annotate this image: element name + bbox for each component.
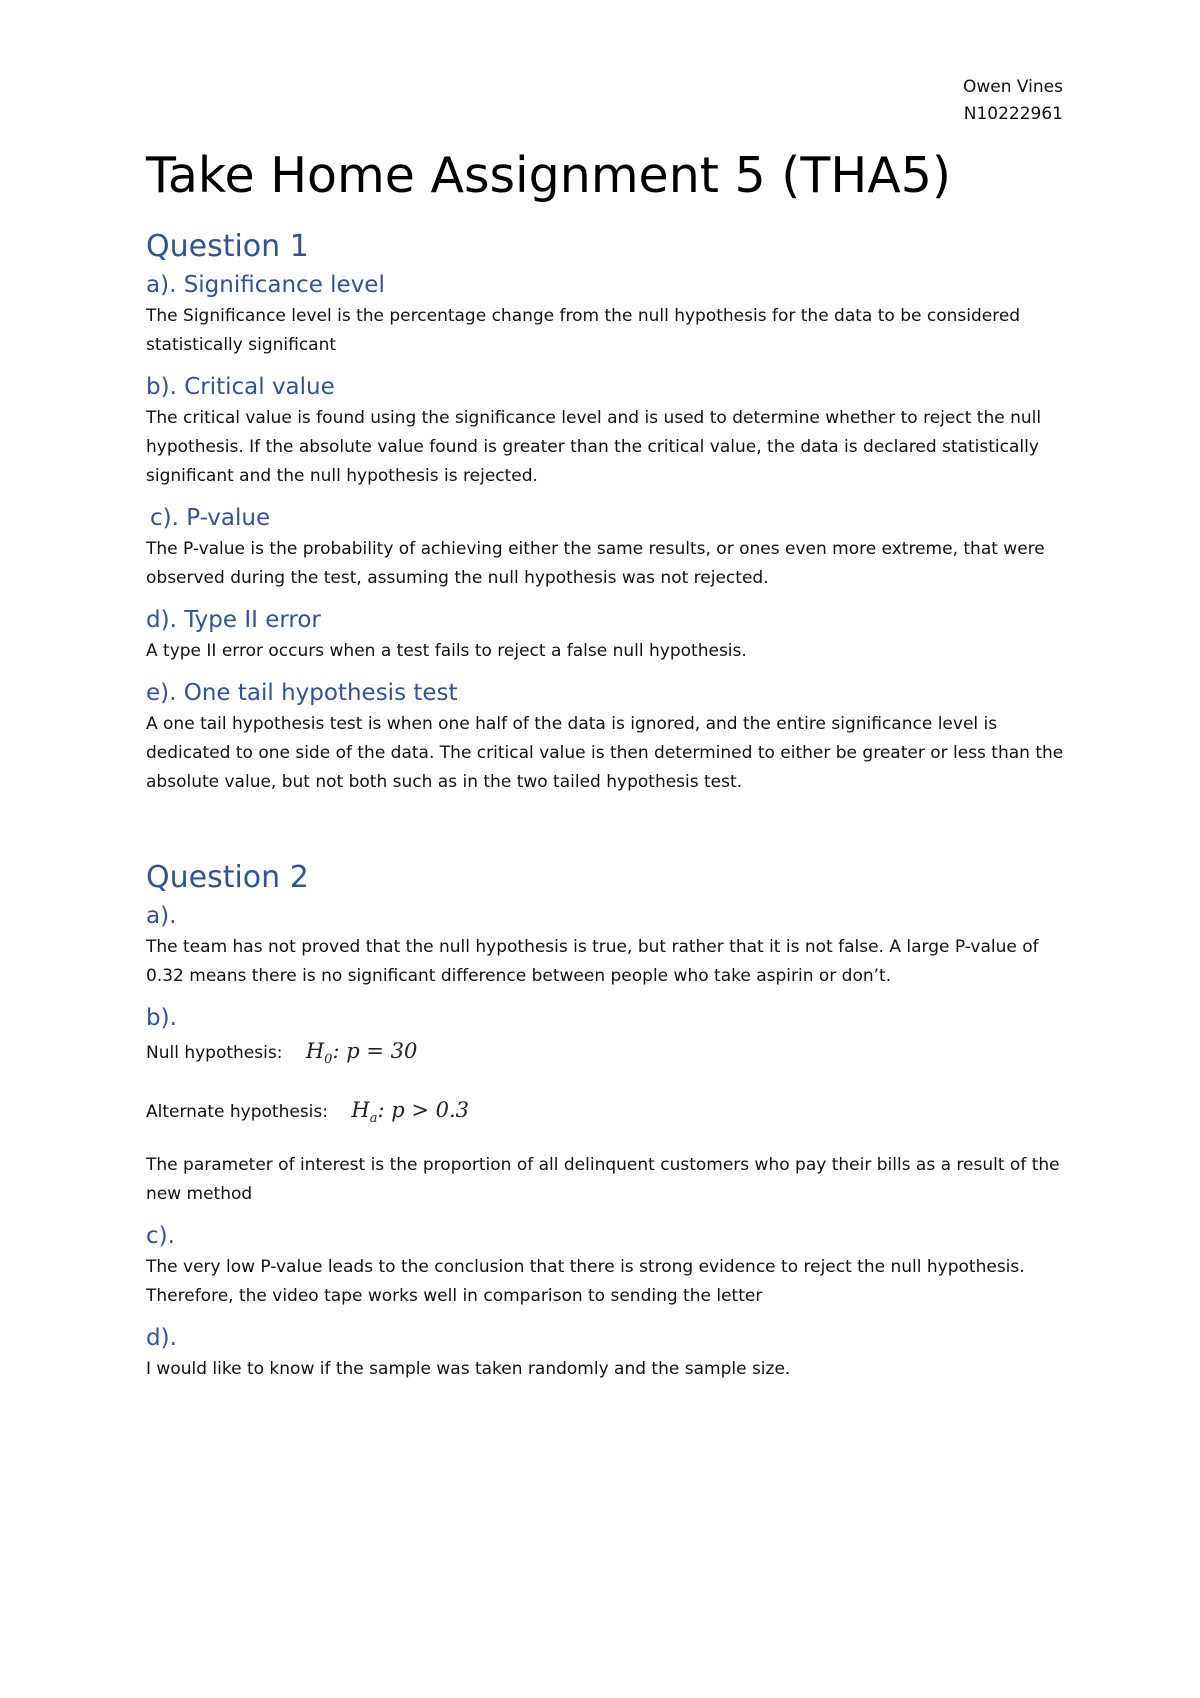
alt-h-subscript: a — [369, 1111, 378, 1127]
null-hypothesis-formula — [305, 1039, 418, 1068]
author-block — [963, 74, 1063, 128]
document-body — [146, 142, 1076, 1384]
q2-part-c-text: The very low P-value leads to the conclusion that there is strong evidence to reject the null hypothesis. Therefore, the video tape works well in comparison to sending the letter — [146, 1257, 1025, 1307]
student-id: N10222961 — [963, 104, 1063, 124]
q1-part-a-heading: a). Significance level — [146, 272, 385, 298]
question-2-heading: Question 2 — [146, 860, 309, 895]
q2-part-a-heading: a). — [146, 903, 177, 929]
alt-hypothesis-line — [146, 1094, 1076, 1135]
null-h-symbol: H — [305, 1039, 325, 1063]
q1-part-c-heading: c). P-value — [150, 505, 271, 531]
null-hypothesis-line — [146, 1035, 1076, 1076]
alt-h-symbol: H — [351, 1098, 370, 1123]
q1-part-d-heading: d). Type II error — [146, 607, 321, 633]
q1-part-a-text: The Significance level is the percentage change from the null hypothesis for the data to be considered statistically significant — [146, 306, 1021, 355]
document-title: Take Home Assignment 5 (THA5) — [146, 147, 952, 204]
alt-hypothesis-label: Alternate hypothesis: — [146, 1102, 328, 1123]
q1-part-e-text: A one tail hypothesis test is when one half of the data is ignored, and the entire significance level is dedicated to one side of the data. The critical value is then determined to either be greater or less than the absolute value, but not both such as in the two tailed hypothesis test. — [146, 714, 1064, 792]
q1-part-c-text: The P-value is the probability of achieving either the same results, or ones even more extreme, that were observed during the test, assuming the null hypothesis was not rejected. — [146, 539, 1045, 588]
q2-part-b-heading: b). — [146, 1005, 177, 1031]
author-name: Owen Vines — [963, 77, 1063, 97]
alt-hypothesis-formula — [351, 1098, 470, 1127]
null-h-subscript: 0 — [324, 1052, 333, 1068]
q1-part-b-text: The critical value is found using the significance level and is used to determine whether to reject the null hypothesis. If the absolute value found is greater than the critical value, the data is declared statistically significant and the null hypothesis is rejected. — [146, 408, 1042, 486]
null-h-expression: : p = 30 — [332, 1039, 418, 1063]
q2-part-d-text: I would like to know if the sample was taken randomly and the sample size. — [146, 1359, 791, 1380]
q1-part-b-heading: b). Critical value — [146, 374, 335, 400]
null-hypothesis-label: Null hypothesis: — [146, 1043, 283, 1063]
q2-part-d-heading: d). — [146, 1325, 177, 1352]
q2-part-c-heading: c). — [146, 1223, 175, 1250]
q1-part-d-text: A type II error occurs when a test fails to reject a false null hypothesis. — [146, 641, 747, 661]
question-1-heading: Question 1 — [146, 229, 309, 264]
q2-part-b-text: The parameter of interest is the proportion of all delinquent customers who pay their bills as a result of the new method — [146, 1155, 1060, 1205]
alt-h-expression: : p > 0.3 — [377, 1098, 470, 1123]
q2-part-a-text: The team has not proved that the null hypothesis is true, but rather that it is not false. A large P-value of 0.32 means there is no significant difference between people who take aspirin or don’t. — [146, 937, 1039, 986]
q1-part-e-heading: e). One tail hypothesis test — [146, 680, 458, 706]
